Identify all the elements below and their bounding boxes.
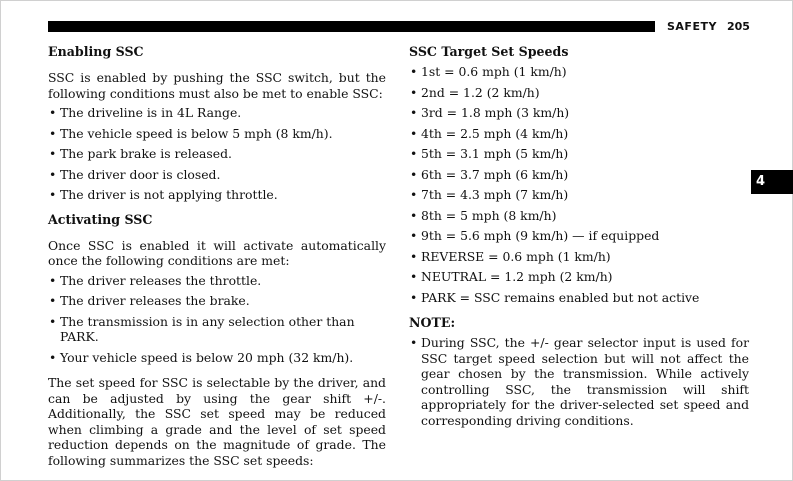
target-speeds-heading: SSC Target Set Speeds — [409, 44, 569, 59]
enabling-conditions-list — [48, 105, 386, 203]
list-item: • The transmission is in any selection other than PARK. — [48, 314, 386, 345]
list-item: • 3rd = 1.8 mph (3 km/h) — [409, 105, 749, 121]
left-column — [48, 44, 386, 468]
list-item: • 7th = 4.3 mph (7 km/h) — [409, 187, 749, 203]
list-item: • 9th = 5.6 mph (9 km/h) — if equipped — [409, 228, 749, 244]
list-item: • The driver releases the throttle. — [48, 273, 386, 289]
list-item: • The vehicle speed is below 5 mph (8 km/h). — [48, 126, 386, 142]
activating-conditions-list — [48, 273, 386, 366]
header-rule — [48, 21, 655, 32]
page-number: 205 — [727, 20, 750, 33]
list-item: • 2nd = 1.2 (2 km/h) — [409, 85, 749, 101]
list-item: • PARK = SSC remains enabled but not active — [409, 290, 749, 306]
note-list — [409, 335, 749, 428]
list-item: • The driver door is closed. — [48, 167, 386, 183]
activating-ssc-heading: Activating SSC — [48, 211, 153, 227]
note-item: • During SSC, the +/- gear selector input is used for SSC target speed selection but will not affect the gear chosen by the transmission. While actively controlling SSC, the transmission will shift appropriately for the driver-selected set speed and corresponding driving conditions. — [409, 335, 749, 428]
note-heading: NOTE: — [409, 315, 456, 330]
list-item: • 1st = 0.6 mph (1 km/h) — [409, 64, 749, 80]
list-item: • 8th = 5 mph (8 km/h) — [409, 208, 749, 224]
list-item: • REVERSE = 0.6 mph (1 km/h) — [409, 249, 749, 265]
activating-ssc-intro: Once SSC is enabled it will activate automatically once the following conditions are met: — [48, 237, 386, 268]
set-speed-paragraph: The set speed for SSC is selectable by the driver, and can be adjusted by using the gear shift +/-. Additionally, the SSC set speed may be reduced when climbing a grade and the level of set speed reduction depends on the magnitude of grade. The following summarizes the SSC set speeds: — [48, 375, 386, 468]
list-item: • Your vehicle speed is below 20 mph (32 km/h). — [48, 350, 386, 366]
chapter-tab: 4 — [751, 170, 793, 194]
running-head-section: SAFETY — [667, 20, 717, 33]
enabling-ssc-intro: SSC is enabled by pushing the SSC switch, but the following conditions must also be met to enable SSC: — [48, 70, 386, 101]
list-item: • 5th = 3.1 mph (5 km/h) — [409, 146, 749, 162]
list-item: • 4th = 2.5 mph (4 km/h) — [409, 126, 749, 142]
list-item: • The park brake is released. — [48, 146, 386, 162]
target-speeds-list — [409, 64, 749, 305]
list-item: • 6th = 3.7 mph (6 km/h) — [409, 167, 749, 183]
list-item: • NEUTRAL = 1.2 mph (2 km/h) — [409, 269, 749, 285]
enabling-ssc-heading: Enabling SSC — [48, 44, 144, 59]
list-item: • The driveline is in 4L Range. — [48, 105, 386, 121]
list-item: • The driver releases the brake. — [48, 293, 386, 309]
list-item: • The driver is not applying throttle. — [48, 187, 386, 203]
right-column — [409, 44, 749, 428]
